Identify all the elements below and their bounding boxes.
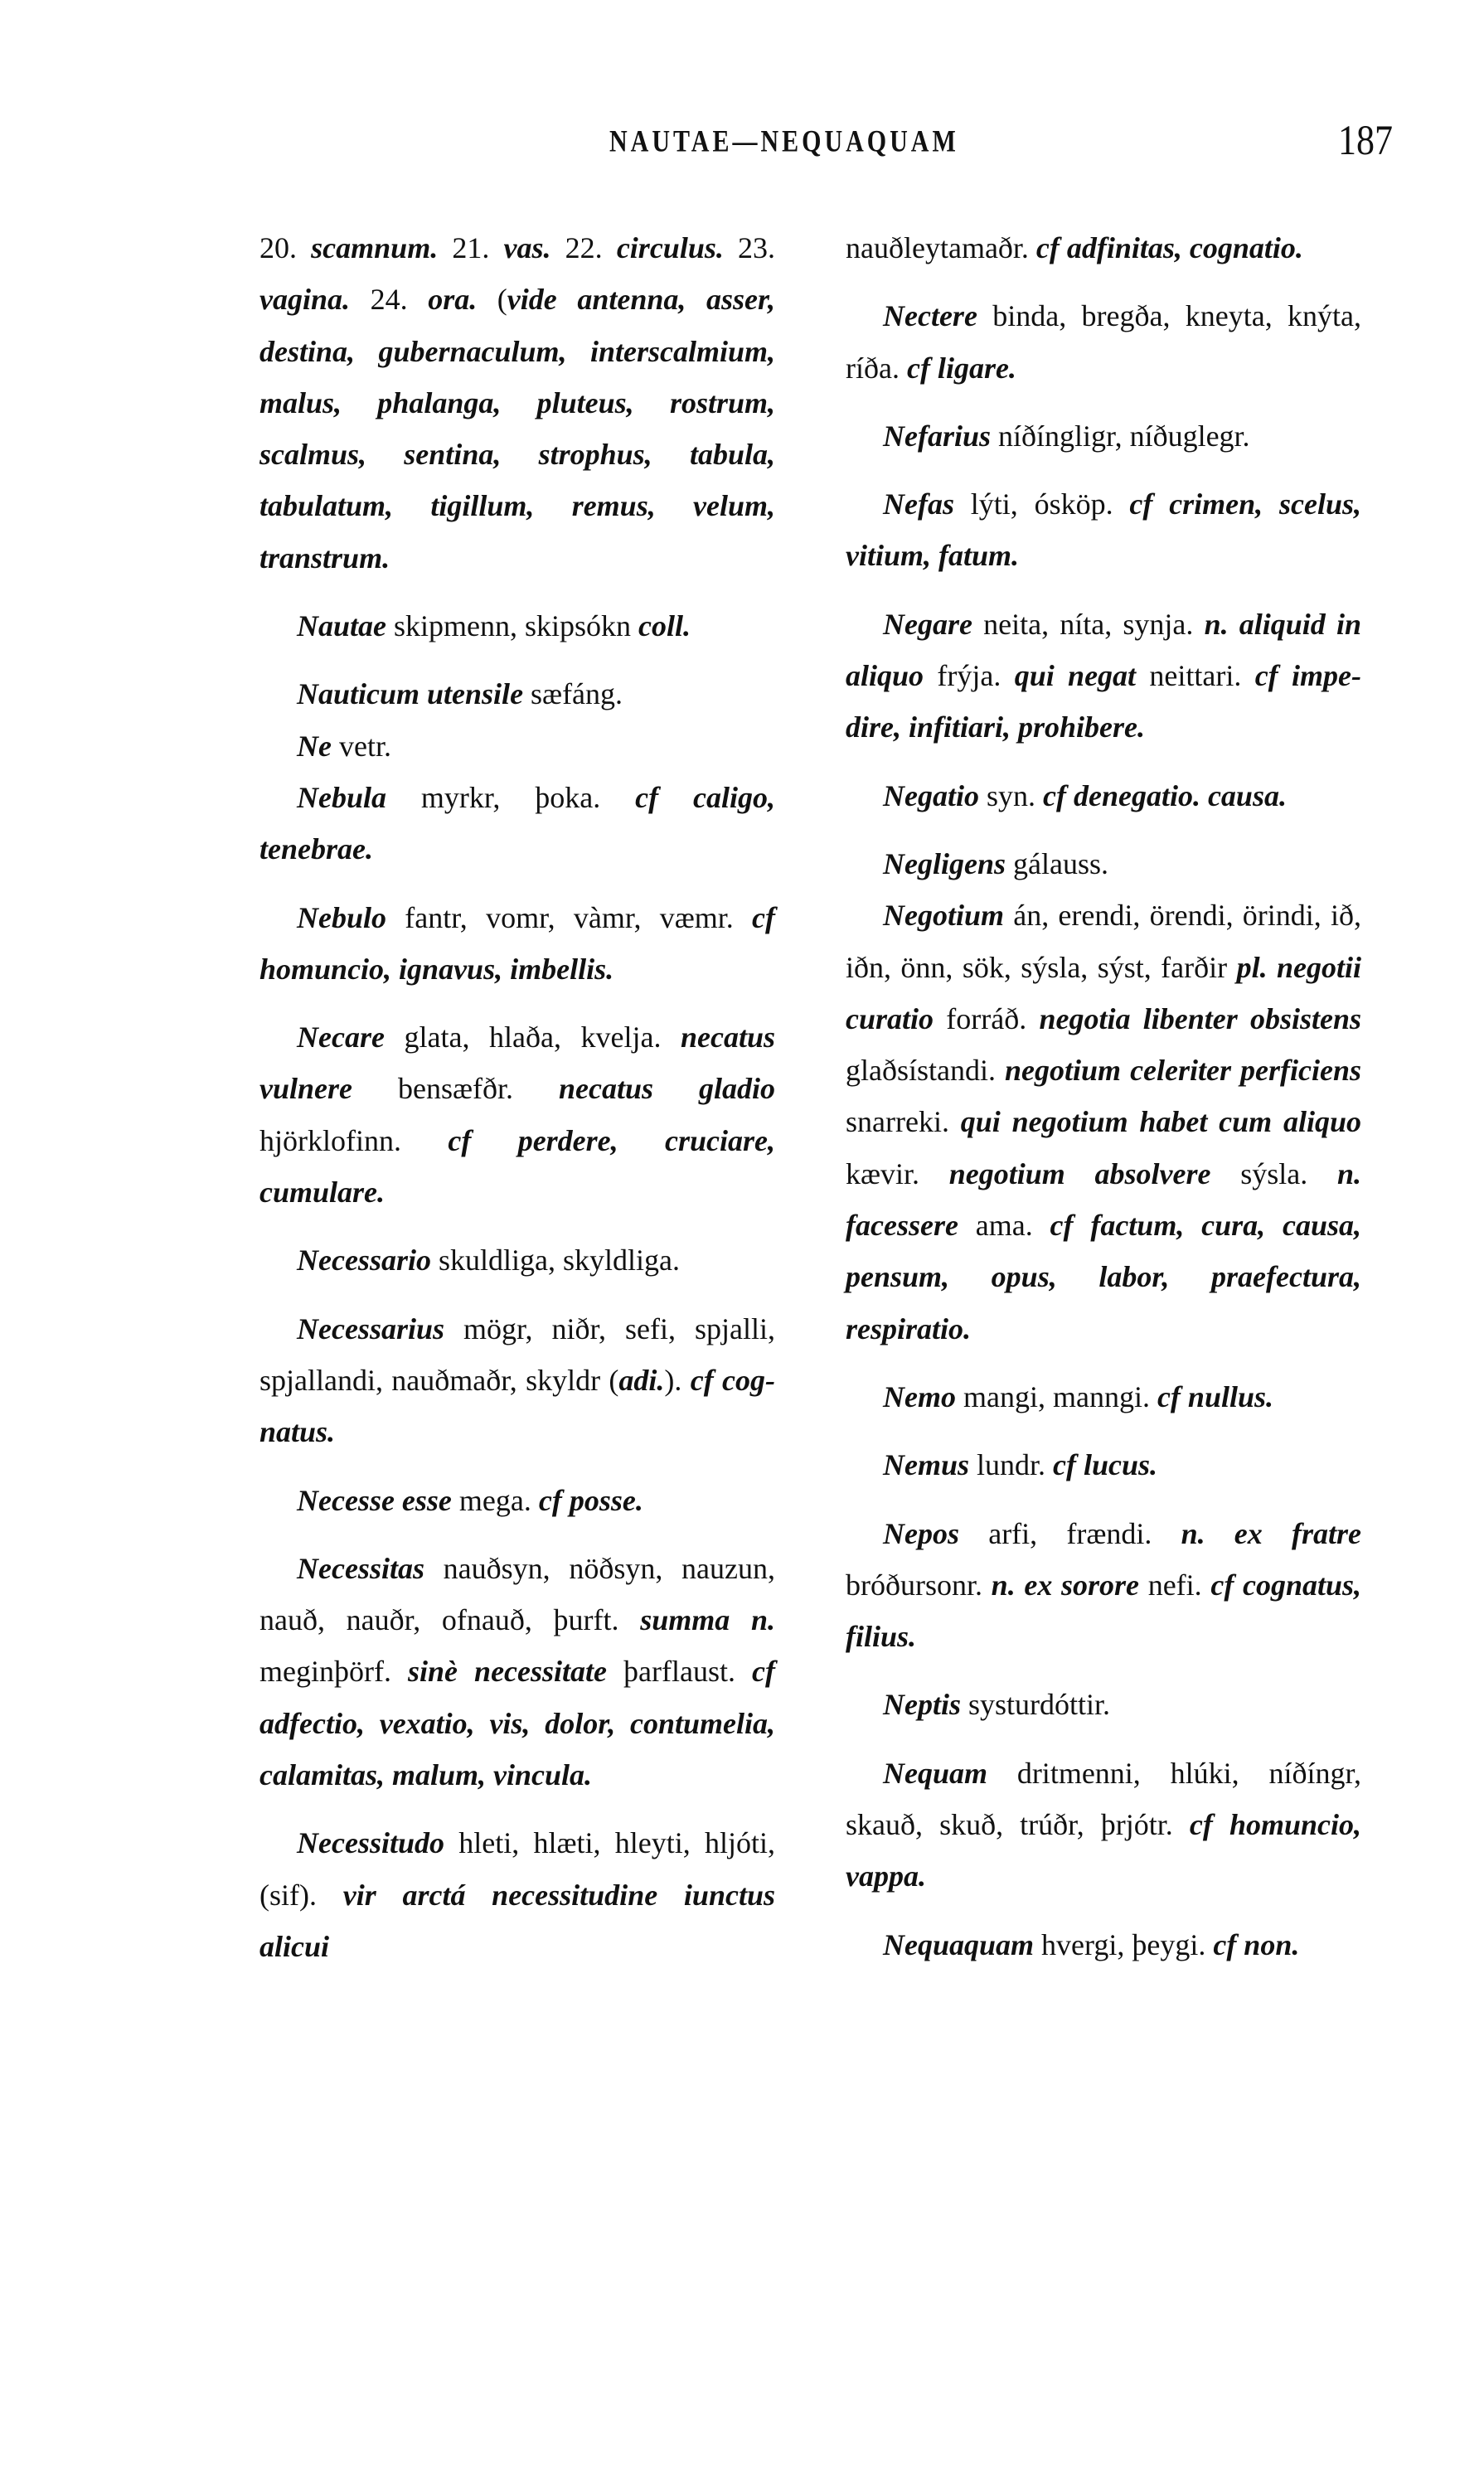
latin-term: vagina. <box>259 283 351 317</box>
latin-term: cf perdere, cruciare, cumulare. <box>259 1123 775 1210</box>
icelandic-gloss: sýsla. <box>1210 1156 1337 1190</box>
icelandic-gloss: nefi. <box>1139 1568 1211 1602</box>
icelandic-gloss: 23. <box>723 231 776 264</box>
right-column <box>846 222 1361 1971</box>
latin-term: cf factum, cura, causa, pensum, opus, labor, praefectura, respiratio. <box>846 1209 1361 1345</box>
latin-term: negotium celeriter perficiens <box>1005 1054 1362 1088</box>
latin-term: Nepos <box>883 1516 959 1550</box>
latin-term: n. aliquid in aliquo <box>846 607 1362 693</box>
latin-term: n. ex sorore <box>991 1568 1140 1602</box>
icelandic-gloss: glaðsístandi. <box>846 1054 1006 1088</box>
latin-term: cf adfinitas, cognatio. <box>1035 231 1303 264</box>
icelandic-gloss: 20. <box>259 231 312 264</box>
dictionary-entry <box>846 290 1361 394</box>
latin-term: cf cognatus. <box>259 1363 775 1449</box>
dictionary-entry <box>259 1817 775 1972</box>
icelandic-gloss: 22. <box>550 231 617 264</box>
icelandic-gloss: 21. <box>438 231 504 264</box>
icelandic-gloss: forráð. <box>934 1001 1040 1035</box>
icelandic-gloss: systurdóttir. <box>961 1688 1111 1722</box>
latin-term: negotium absolvere <box>948 1156 1211 1190</box>
latin-term: Nequam <box>883 1756 987 1790</box>
latin-term: necatus vulnere <box>259 1020 775 1106</box>
latin-term: vas. <box>503 231 551 264</box>
latin-term: cf caligo, tenebrae. <box>259 780 776 866</box>
latin-term: cf crimen, scelus, vitium, fatum. <box>846 487 1361 573</box>
icelandic-gloss: skuldliga, skyldliga. <box>430 1244 680 1277</box>
dictionary-entry <box>846 1679 1361 1730</box>
icelandic-gloss: 24. <box>350 283 429 317</box>
latin-term: necatus gladio <box>558 1072 775 1106</box>
icelandic-gloss: dritmenni, hlúki, níðíngr, skauð, skuð, trúðr, þrjótr. <box>846 1756 1361 1842</box>
icelandic-gloss: snarreki. <box>846 1105 961 1139</box>
dictionary-entry <box>846 222 1361 274</box>
dictionary-entry <box>259 1475 775 1526</box>
latin-term: cf posse. <box>538 1483 643 1517</box>
latin-term: cf impedire, infitiari, prohibere. <box>846 659 1361 744</box>
icelandic-gloss: gálauss. <box>1006 846 1108 880</box>
latin-term: Necessitas <box>297 1551 424 1585</box>
latin-term: Nequaquam <box>883 1927 1035 1961</box>
dictionary-entry <box>259 600 775 652</box>
latin-term: Nectere <box>883 299 977 333</box>
latin-term: cf nullus. <box>1157 1379 1273 1413</box>
icelandic-gloss: syn. <box>978 778 1043 812</box>
dictionary-entry <box>259 222 775 584</box>
left-column <box>259 222 775 1972</box>
dictionary-entry <box>846 1919 1361 1971</box>
dictionary-entry <box>259 1234 775 1286</box>
dictionary-entry <box>259 892 775 996</box>
latin-term: cf denegatio. causa. <box>1043 778 1287 812</box>
icelandic-gloss: hvergi, þeygi. <box>1034 1927 1214 1961</box>
latin-term: vide antenna, asser, destina, gubernaculum, interscalmium, malus, phalanga, pluteus, rostrum, scalmus, sentina, strophus, tabula, tabulatum, tigillum, remus, velum, transtrum. <box>259 283 775 574</box>
latin-term: coll. <box>638 609 691 643</box>
icelandic-gloss: glata, hlaða, kvelja. <box>384 1020 681 1054</box>
icelandic-gloss: frýja. <box>924 659 1015 693</box>
latin-term: Necessitudo <box>297 1826 444 1860</box>
dictionary-entry <box>846 1748 1361 1903</box>
latin-term: Negatio <box>883 778 979 812</box>
latin-term: Necesse esse <box>297 1483 452 1517</box>
icelandic-gloss: hjörklofinn. <box>259 1123 449 1157</box>
icelandic-gloss: binda, bregða, kneyta, knýta, ríða. <box>846 299 1361 385</box>
latin-term: Nemus <box>883 1448 970 1482</box>
latin-term: Ne <box>297 729 332 763</box>
latin-term: summa n. <box>640 1603 776 1637</box>
icelandic-gloss: skipmenn, skipsókn <box>386 609 639 643</box>
icelandic-gloss: meginþörf. <box>259 1655 408 1689</box>
dictionary-entry <box>846 478 1361 582</box>
dictionary-entry <box>846 770 1361 822</box>
icelandic-gloss: hleti, hlæti, hleyti, hljóti, (sif). <box>259 1826 775 1912</box>
dictionary-entry <box>846 890 1361 1355</box>
icelandic-gloss: lundr. <box>969 1448 1054 1482</box>
icelandic-gloss: neita, níta, synja. <box>972 607 1205 641</box>
latin-term: scamnum. <box>311 231 439 264</box>
latin-term: negotia libenter obsistens <box>1039 1001 1361 1035</box>
latin-term: cf lucus. <box>1053 1448 1158 1482</box>
latin-term: Negligens <box>883 846 1006 880</box>
latin-term: Necare <box>297 1020 385 1054</box>
latin-term: adi. <box>618 1363 665 1397</box>
dictionary-entry <box>259 772 775 875</box>
latin-term: Neptis <box>883 1688 961 1722</box>
icelandic-gloss: án, erendi, örendi, örindi, ið, iðn, önn, sök, sýsla, sýst, farðir <box>846 899 1361 984</box>
dictionary-entry <box>846 599 1361 754</box>
latin-term: sinè necessitate <box>408 1655 608 1689</box>
running-title: NAUTAE—NEQUAQUAM <box>609 124 959 159</box>
latin-term: Nautae <box>297 609 386 643</box>
icelandic-gloss: nauðsyn, nöðsyn, nauzun, nauð, nauðr, ofnauð, þurft. <box>259 1551 775 1637</box>
latin-term: Nebula <box>297 780 386 814</box>
latin-term: n. ex fratre <box>1181 1516 1361 1550</box>
latin-term: vir arctá necessitudine iunctus alicui <box>259 1878 775 1963</box>
dictionary-entry <box>846 838 1361 890</box>
icelandic-gloss: neittari. <box>1136 659 1255 693</box>
icelandic-gloss: þarflaust. <box>607 1655 753 1689</box>
latin-term: ora. <box>428 283 478 317</box>
icelandic-gloss: arfi, frændi. <box>959 1516 1181 1550</box>
icelandic-gloss: fantr, vomr, vàmr, væmr. <box>386 900 753 934</box>
icelandic-gloss: bensæfðr. <box>352 1072 559 1106</box>
icelandic-gloss: nauðleytamaðr. <box>846 231 1036 264</box>
icelandic-gloss: vetr. <box>331 729 391 763</box>
latin-term: Necessario <box>297 1244 431 1277</box>
icelandic-gloss: lýti, ósköp. <box>953 487 1130 521</box>
icelandic-gloss: ( <box>477 283 507 317</box>
latin-term: Negotium <box>883 899 1005 933</box>
dictionary-entry <box>259 668 775 720</box>
icelandic-gloss: ama. <box>958 1209 1050 1243</box>
latin-term: qui negotium habet cum aliquo <box>960 1105 1361 1139</box>
latin-term: Necessarius <box>297 1311 444 1345</box>
icelandic-gloss: kævir. <box>846 1156 949 1190</box>
latin-term: qui negat <box>1014 659 1137 693</box>
icelandic-gloss: ). <box>664 1363 691 1397</box>
dictionary-entry <box>259 720 775 772</box>
latin-term: pl. negotii curatio <box>846 950 1361 1035</box>
icelandic-gloss: sæfáng. <box>523 677 623 711</box>
icelandic-gloss: mangi, manngi. <box>955 1379 1157 1413</box>
latin-term: Nebulo <box>297 900 386 934</box>
latin-term: circulus. <box>616 231 724 264</box>
latin-term: cf cognatus, filius. <box>846 1568 1362 1654</box>
latin-term: cf adfectio, vexatio, vis, dolor, contumelia, calamitas, malum, vincula. <box>259 1655 775 1792</box>
latin-term: Nauticum utensile <box>297 677 524 711</box>
icelandic-gloss: bróðursonr. <box>846 1568 992 1602</box>
latin-term: cf non. <box>1213 1927 1300 1961</box>
latin-term: Nefarius <box>883 419 992 453</box>
dictionary-entry <box>259 1303 775 1458</box>
icelandic-gloss: mega. <box>451 1483 539 1517</box>
icelandic-gloss: myrkr, þoka. <box>386 780 636 814</box>
icelandic-gloss: mögr, niðr, sefi, spjalli, spjallandi, nauðmaðr, skyldr ( <box>259 1311 775 1397</box>
latin-term: Nefas <box>883 487 954 521</box>
dictionary-entry <box>846 1439 1361 1491</box>
dictionary-entry <box>259 1543 775 1801</box>
dictionary-entry <box>846 410 1361 462</box>
latin-term: Negare <box>883 607 972 641</box>
page-number: 187 <box>1338 117 1393 164</box>
dictionary-entry <box>846 1371 1361 1423</box>
icelandic-gloss: níðíngligr, níðuglegr. <box>991 419 1250 453</box>
dictionary-entry <box>259 1011 775 1218</box>
dictionary-entry <box>846 1508 1361 1663</box>
latin-term: Nemo <box>883 1379 956 1413</box>
latin-term: cf homuncio, ignavus, imbellis. <box>259 900 775 986</box>
latin-term: cf ligare. <box>906 351 1016 385</box>
latin-term: n. facessere <box>846 1156 1362 1243</box>
latin-term: cf homuncio, vappa. <box>846 1808 1362 1893</box>
